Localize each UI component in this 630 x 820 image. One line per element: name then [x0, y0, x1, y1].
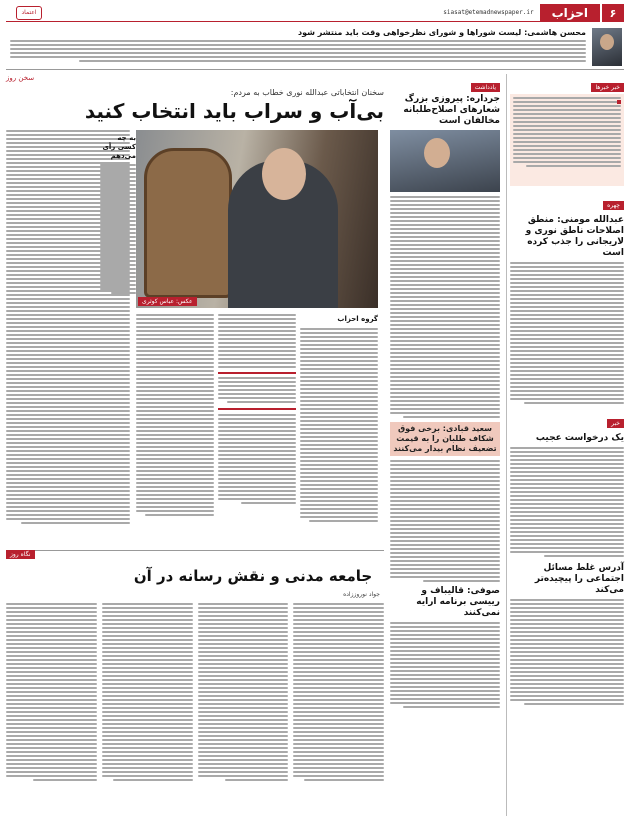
face-shape — [262, 148, 306, 200]
second-column — [390, 74, 500, 816]
right-headline-1: عبدالله مومنی: منطق اصلاحات ناطق نوری و لاریجانی را جذب کرده است — [525, 215, 624, 258]
right-tag-3: خبر — [607, 419, 624, 428]
lead-photo — [592, 28, 622, 66]
bottom-byline: جواد نوروززاده — [343, 591, 380, 598]
col2-highlight: سعید قبادی: برخی فوق شکاف طلبان را به قیمت تضعیف نظام بیدار می‌کنند — [390, 422, 500, 456]
site-email[interactable]: siasat@etemadnewspaper.ir — [443, 9, 534, 16]
news-brief-box — [510, 94, 624, 186]
main-subhead: سخنان انتخاباتی عبدالله نوری خطاب به مردم: — [230, 88, 384, 97]
main-kicker: سخن روز — [6, 74, 35, 82]
page-number: ۶ — [602, 4, 624, 22]
main-col-1 — [300, 314, 378, 544]
brief-text — [513, 97, 621, 167]
newspaper-page — [6, 4, 624, 816]
main-col-2 — [218, 314, 296, 544]
bottom-col-2 — [198, 603, 289, 816]
right-headline-2: یک درخواست عجیب — [535, 433, 624, 443]
col2-portrait-photo — [390, 130, 500, 192]
side-question-head: به چه کسی رأی می‌دهم — [102, 134, 136, 160]
col2-tag: یادداشت — [471, 83, 500, 92]
main-col-3 — [136, 314, 214, 544]
col2-text-2 — [390, 460, 500, 582]
right-text-2 — [510, 447, 624, 557]
masthead — [6, 4, 624, 22]
bottom-columns — [6, 603, 384, 816]
col2-headline-2: صوفی: قالیباف و رییسی برنامه ارایه نمی‌کنند — [416, 586, 500, 618]
masthead-info — [6, 4, 540, 22]
chair-shape — [144, 148, 232, 298]
right-text-1 — [510, 262, 624, 404]
right-tag: خبر خبرها — [591, 83, 624, 92]
col2-text-1 — [390, 196, 500, 418]
bottom-story — [6, 550, 384, 816]
side-question — [100, 130, 136, 296]
right-headline-3: آدرس غلط مسائل اجتماعی را پیچیده‌تر می‌کند — [534, 563, 624, 595]
main-story — [6, 74, 384, 544]
right-tag-2: چهره — [603, 201, 624, 210]
bottom-headline: جامعه مدنی و نقش رسانه در آن — [133, 567, 373, 585]
bottom-col-3 — [102, 603, 193, 816]
main-photo — [136, 130, 378, 308]
bottom-tag: نگاه روز — [6, 550, 35, 559]
newspaper-logo: اعتماد — [16, 6, 42, 20]
lead-title: محسن هاشمی: لیست شوراها و شورای نظرخواهی وقت باید منتشر شود — [297, 28, 586, 37]
main-headline: بی‌آب و سراب باید انتخاب کنید — [84, 99, 384, 123]
col2-text-3 — [390, 622, 500, 708]
photo-credit: عکس: عباس کوثری — [138, 297, 197, 306]
bottom-col-4 — [6, 603, 97, 816]
main-columns — [136, 314, 378, 544]
bullet-icon — [617, 100, 621, 104]
right-text-3 — [510, 599, 624, 705]
bottom-col-1 — [293, 603, 384, 816]
quote-head: گروه احزاب — [337, 315, 378, 323]
lead-story — [6, 26, 624, 70]
right-column — [506, 74, 624, 816]
lead-body-text — [10, 40, 586, 68]
col2-headline: جرداره: پیروزی بزرگ شعارهای اصلاح‌طلبانه مخالفان است — [403, 94, 500, 126]
pull-quote-box — [218, 372, 296, 410]
section-title: احزاب — [540, 4, 600, 22]
